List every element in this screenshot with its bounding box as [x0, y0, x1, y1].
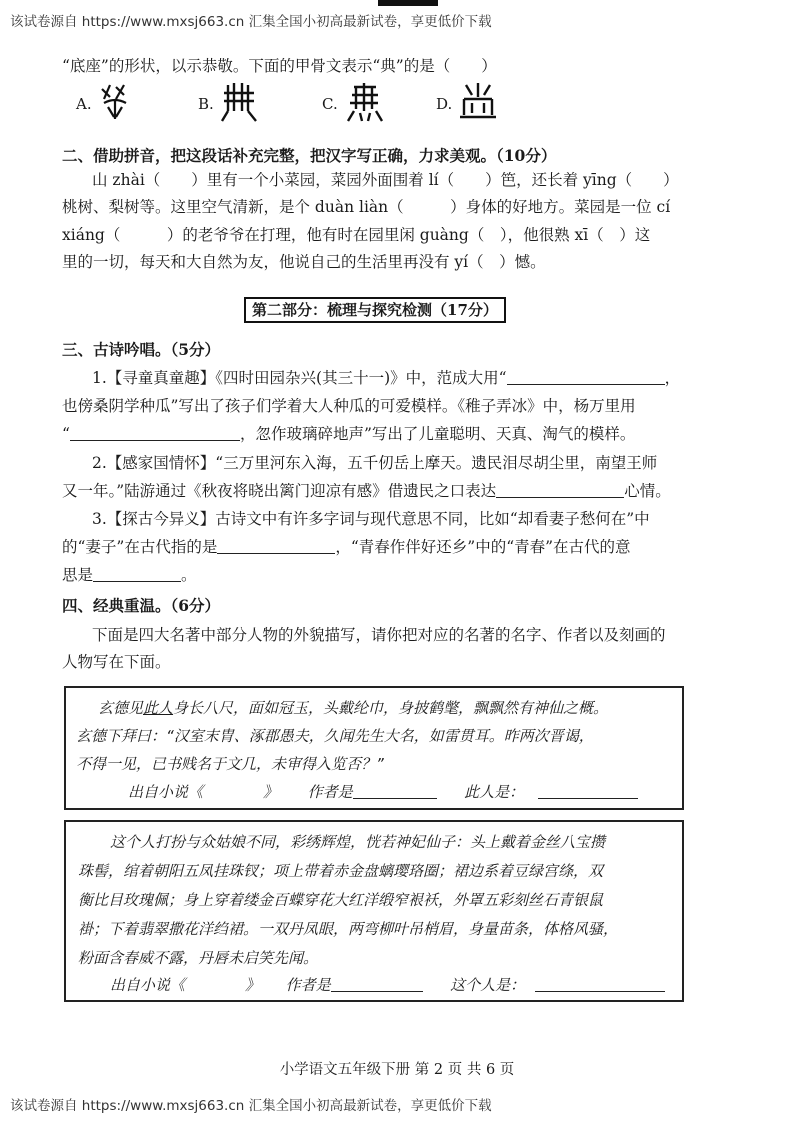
- option-c[interactable]: [322, 95, 338, 113]
- q4-intro-line1: 下面是四大名著中部分人物的外貌描写，请你把对应的名著的名字、作者以及刻画的: [92, 626, 666, 644]
- q3-item3-line1: 3.【探古今异义】古诗文中有许多字词与现代意思不同，比如“却看妻子愁何在”中: [92, 510, 650, 528]
- answer-blank-1[interactable]: [507, 368, 665, 385]
- box1-source-line: 出自小说《 》 作者是 此人是：: [128, 782, 638, 802]
- excerpt-box-1: [64, 686, 684, 810]
- q2-line-2: 桃树、梨树等。这里空气清新，是个 duàn liàn（ ）身体的好地方。菜园是一位 cí: [62, 198, 671, 216]
- q2-line-3: xiáng（ ）的老爷爷在打理，他有时在园里闲 guàng（ ），他很熟 xī（ ）这: [62, 226, 651, 244]
- answer-blank-5[interactable]: [93, 565, 181, 582]
- box2-person-blank[interactable]: [535, 975, 665, 992]
- box2-line3: 衡比目玫瑰佩；身上穿着缕金百蝶穿花大红洋缎窄裉袄，外罩五彩刻丝石青银鼠: [78, 891, 604, 909]
- q4-intro-line2: 人物写在下面。: [62, 653, 171, 671]
- option-a[interactable]: [76, 95, 92, 113]
- top-edge-mark: [378, 0, 438, 6]
- box2-line2: 珠髻，绾着朝阳五凤挂珠钗；项上带着赤金盘螭璎珞圈；裙边系着豆绿宫绦，双: [78, 862, 604, 880]
- page-footer: 小学语文五年级下册 第 2 页 共 6 页: [279, 1062, 515, 1078]
- box2-line5: 粉面含春威不露，丹唇未启笑先闻。: [78, 949, 319, 967]
- q3-item2-line2: 又一年。”陆游通过《秋夜将晓出篱门迎凉有感》借遗民之口表达 心情。: [62, 482, 671, 500]
- box1-person-blank[interactable]: [538, 782, 638, 799]
- box1-line2: 玄德下拜曰：“汉室末胄、涿郡愚夫，久闻先生大名，如雷贯耳。昨两次晋谒，: [76, 727, 594, 745]
- option-b-label: B.: [198, 95, 214, 113]
- option-d-label: D.: [436, 95, 453, 113]
- q3-item1-line2: 也傍桑阴学种瓜”写出了孩子们学着大人种瓜的可爱模样。《稚子弄冰》中，杨万里用: [62, 397, 636, 415]
- section-2-title: 第二部分：梳理与探究检测（17分）: [244, 297, 506, 323]
- box1-line1: 玄德见此人身长八尺，面如冠玉，头戴纶巾，身披鹤氅，飘飘然有神仙之概。: [98, 699, 609, 717]
- option-c-label: C.: [322, 95, 338, 113]
- q2-line-4: 里的一切，每天和大自然为友，他说自己的生活里再没有 yí（ ）憾。: [62, 253, 546, 271]
- q2-heading: 二、借助拼音，把这段话补充完整，把汉字写正确，力求美观。（10分）: [62, 146, 557, 165]
- q3-item2-line1: 2.【感家国情怀】“三万里河东入海，五千仞岳上摩天。遗民泪尽胡尘里，南望王师: [92, 454, 658, 472]
- box1-line3: 不得一见，已书贱名于文几，未审得入览否？”: [76, 755, 384, 773]
- box2-line1: 这个人打扮与众姑娘不同，彩绣辉煌，恍若神妃仙子：头上戴着金丝八宝攒: [110, 833, 606, 851]
- watermark-bottom: 该试卷源自 https://www.mxsj663.cn 汇集全国小初高最新试卷，享更低价下载: [10, 1098, 492, 1114]
- answer-blank-3[interactable]: [496, 481, 624, 498]
- answer-blank-2[interactable]: [70, 424, 240, 441]
- box1-author-blank[interactable]: [353, 782, 437, 799]
- excerpt-box-2: [64, 820, 684, 1002]
- oracle-glyph-b-icon: [220, 81, 260, 125]
- oracle-glyph-c-icon: [344, 81, 384, 125]
- q3-item3-line2: 的“妻子”在古代指的是 ，“青春作伴好还乡”中的“青春”在古代的意: [62, 538, 631, 556]
- oracle-glyph-a-icon: [98, 81, 132, 121]
- oracle-glyph-d-icon: [458, 81, 498, 125]
- box2-line4: 褂；下着翡翠撒花洋绉裙。一双丹凤眼，两弯柳叶吊梢眉，身量苗条，体格风骚，: [78, 920, 619, 938]
- q4-heading: 四、经典重温。（6分）: [62, 596, 221, 615]
- box2-author-blank[interactable]: [331, 975, 423, 992]
- option-d[interactable]: [436, 95, 452, 113]
- option-a-label: A.: [76, 95, 92, 113]
- watermark-top: 该试卷源自 https://www.mxsj663.cn 汇集全国小初高最新试卷，享更低价下载: [10, 14, 492, 30]
- option-b[interactable]: [198, 95, 214, 113]
- q3-item1-line1: 1.【寻童真童趣】《四时田园杂兴(其三十一)》中，范成大用“ ，: [92, 369, 681, 387]
- q3-heading: 三、古诗吟唱。（5分）: [62, 340, 221, 359]
- q1-tail-text: “底座”的形状，以示恭敬。下面的甲骨文表示“典”的是（ ）: [62, 57, 497, 75]
- box2-source-line: 出自小说《 》 作者是 这个人是：: [110, 975, 665, 995]
- q3-item1-line3: “ ，忽作玻璃碎地声”写出了儿童聪明、天真、淘气的模样。: [62, 425, 636, 443]
- answer-blank-4[interactable]: [217, 537, 335, 554]
- q2-line-1: 山 zhài（ ）里有一个小菜园，菜园外面围着 lí（ ）笆，还长着 yīng（ ）: [92, 171, 679, 189]
- q3-item3-line3: 思是 。: [62, 566, 197, 584]
